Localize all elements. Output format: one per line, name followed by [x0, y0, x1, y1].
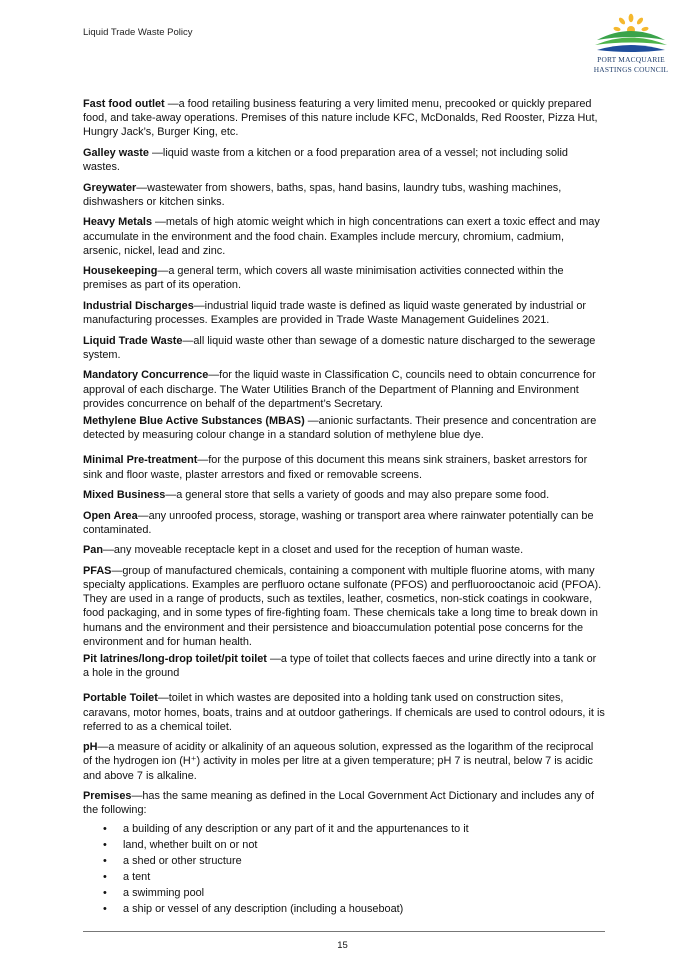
footer-divider [83, 931, 605, 932]
definition-industrial-discharges [83, 299, 605, 327]
definition-liquid-trade-waste [83, 334, 605, 362]
definition-term: Greywater [83, 181, 137, 194]
definition-fast-food-outlet [83, 97, 605, 140]
definition-term: PFAS [83, 564, 112, 577]
definition-minimal-pre-treatment [83, 453, 605, 481]
definition-term: Liquid Trade Waste [83, 334, 183, 347]
list-item [83, 901, 605, 917]
definition-term: Housekeeping [83, 265, 158, 278]
list-item [83, 853, 605, 869]
definition-text: —toilet in which wastes are deposited into a holding tank used on construction sites, caravans, motor homes, boats, trains and at outdoor gatherings. If chemicals are used to control odours, it is referred to as a chemical toilet. [83, 692, 605, 733]
definition-mixed-business [83, 488, 605, 502]
definition-portable-toilet [83, 691, 605, 734]
sun-hills-emblem-icon [589, 12, 673, 56]
definition-pfas [83, 564, 605, 649]
definition-text: —for the liquid waste in Classification C, councils need to obtain concurrence for approval of each discharge. The Water Utilities Branch of the Department of Planning and Environment provides concurrence on behalf of the department’s Secretary. [83, 369, 596, 410]
definition-text: —a measure of acidity or alkalinity of an aqueous solution, expressed as the logarithm of the reciprocal of the hydrogen ion (H⁺) activity in moles per litre at a given temperature; pH 7 is neutral, below 7 is acidic and above 7 is alkaline. [83, 741, 594, 782]
list-item [83, 869, 605, 885]
definition-term: Open Area [83, 509, 138, 522]
premises-bullet-list [83, 821, 605, 917]
definition-galley-waste [83, 146, 605, 174]
definition-term: Mandatory Concurrence [83, 369, 209, 382]
definition-text: —all liquid waste other than sewage of a domestic nature discharged to the sewerage system. [83, 334, 596, 361]
definition-text: —liquid waste from a kitchen or a food preparation area of a vessel; not including solid wastes. [83, 146, 568, 174]
definition-text: —any moveable receptacle kept in a closet and used for the reception of human waste. [102, 544, 524, 557]
definition-text: —group of manufactured chemicals, containing a component with multiple fluorine atoms, with many specialty applications. Examples are perfluoro octane sulfonate (PFOS) and perfluorooctanoic acid (PFOA). They are used in a range of products, such as textiles, leather, cosmetics, non-stick coatings in cookware, food packaging, and in some types of fire-fighting foam. These chemicals take a long time to break down in humans and the environment and their persistence and bioaccumulation potential pose concerns for the environment and for human health. [83, 564, 602, 648]
definition-heavy-metals [83, 215, 605, 258]
bullet-icon: • [103, 854, 107, 867]
list-item [83, 885, 605, 901]
definition-mbas [83, 414, 605, 442]
definition-text: —has the same meaning as defined in the Local Government Act Dictionary and includes any of the following: [83, 790, 594, 817]
definitions-list [83, 97, 605, 917]
definition-term: Premises [83, 790, 132, 803]
definition-text: —a general store that sells a variety of goods and may also prepare some food. [165, 489, 550, 502]
bullet-icon: • [103, 822, 107, 835]
logo-text-line-1: PORT MACQUARIE [597, 55, 665, 64]
list-item-text: a building of any description or any part of it and the appurtenances to it [123, 822, 469, 835]
list-item [83, 821, 605, 837]
bullet-icon: • [103, 886, 107, 899]
definition-text: —a general term, which covers all waste minimisation activities connected within the premises as part of its operation. [83, 265, 564, 292]
definition-term: Industrial Discharges [83, 299, 194, 312]
page-header-title: Liquid Trade Waste Policy [83, 27, 193, 38]
list-item-text: a tent [123, 870, 151, 883]
list-item-text: land, whether built on or not [123, 838, 258, 851]
definition-text: —industrial liquid trade waste is defined as liquid waste generated by industrial or manufacturing processes. Examples are provided in Trade Waste Management Guidelines 2021. [83, 299, 587, 327]
bullet-icon: • [103, 902, 107, 915]
page-number: 15 [337, 940, 348, 951]
definition-text: —anionic surfactants. Their presence and concentration are detected by measuring colour change in a standard solution of methylene blue dye. [83, 414, 597, 442]
bullet-icon: • [103, 838, 107, 851]
list-item-text: a swimming pool [123, 886, 205, 899]
definition-term: pH [83, 741, 98, 754]
definition-pan [83, 543, 605, 557]
list-item-text: a ship or vessel of any description (including a houseboat) [123, 902, 404, 915]
definition-housekeeping [83, 264, 605, 292]
list-item [83, 837, 605, 853]
definition-ph [83, 740, 605, 783]
definition-term: Pit latrines/long-drop toilet/pit toilet [83, 652, 267, 665]
definition-text: —wastewater from showers, baths, spas, hand basins, laundry tubs, washing machines, dishwashers or kitchen sinks. [83, 181, 562, 208]
definition-text: —metals of high atomic weight which in high concentrations can exert a toxic effect and may accumulate in the environment and the food chain. Examples include mercury, chromium, cadmium, arsenic, nickel, lead and zinc. [83, 216, 600, 257]
definition-term: Galley waste [83, 146, 149, 159]
logo-text-line-2: HASTINGS COUNCIL [593, 64, 669, 74]
definition-text: —any unroofed process, storage, washing or transport area where rainwater potentially can be contaminated. [83, 509, 594, 536]
definition-term: Portable Toilet [83, 692, 158, 705]
definition-term: Methylene Blue Active Substances (MBAS) [83, 414, 305, 427]
definition-term: Fast food outlet [83, 98, 165, 110]
definition-premises [83, 789, 605, 817]
definition-term: Heavy Metals [83, 216, 153, 229]
definition-term: Pan [83, 544, 103, 557]
council-logo [583, 12, 679, 84]
definition-pit-latrines [83, 652, 605, 680]
definition-term: Mixed Business [83, 489, 166, 502]
list-item-text: a shed or other structure [123, 854, 242, 867]
bullet-icon: • [103, 870, 107, 883]
definition-open-area [83, 509, 605, 537]
definition-text: —a type of toilet that collects faeces and urine directly into a tank or a hole in the ground [83, 652, 597, 680]
definition-mandatory-concurrence [83, 368, 605, 411]
definition-text: —for the purpose of this document this means sink strainers, basket arrestors for sink and floor waste, plaster arrestors and fixed or removable screens. [83, 454, 588, 481]
definition-text: —a food retailing business featuring a very limited menu, precooked or quickly prepared food, and take-away operations. Premises of this nature include KFC, McDonalds, Red Rooster, Pizza Hut, Hungry Jack’s, Burger King, etc. [83, 98, 598, 139]
definition-term: Minimal Pre-treatment [83, 454, 198, 467]
definition-greywater [83, 181, 605, 209]
